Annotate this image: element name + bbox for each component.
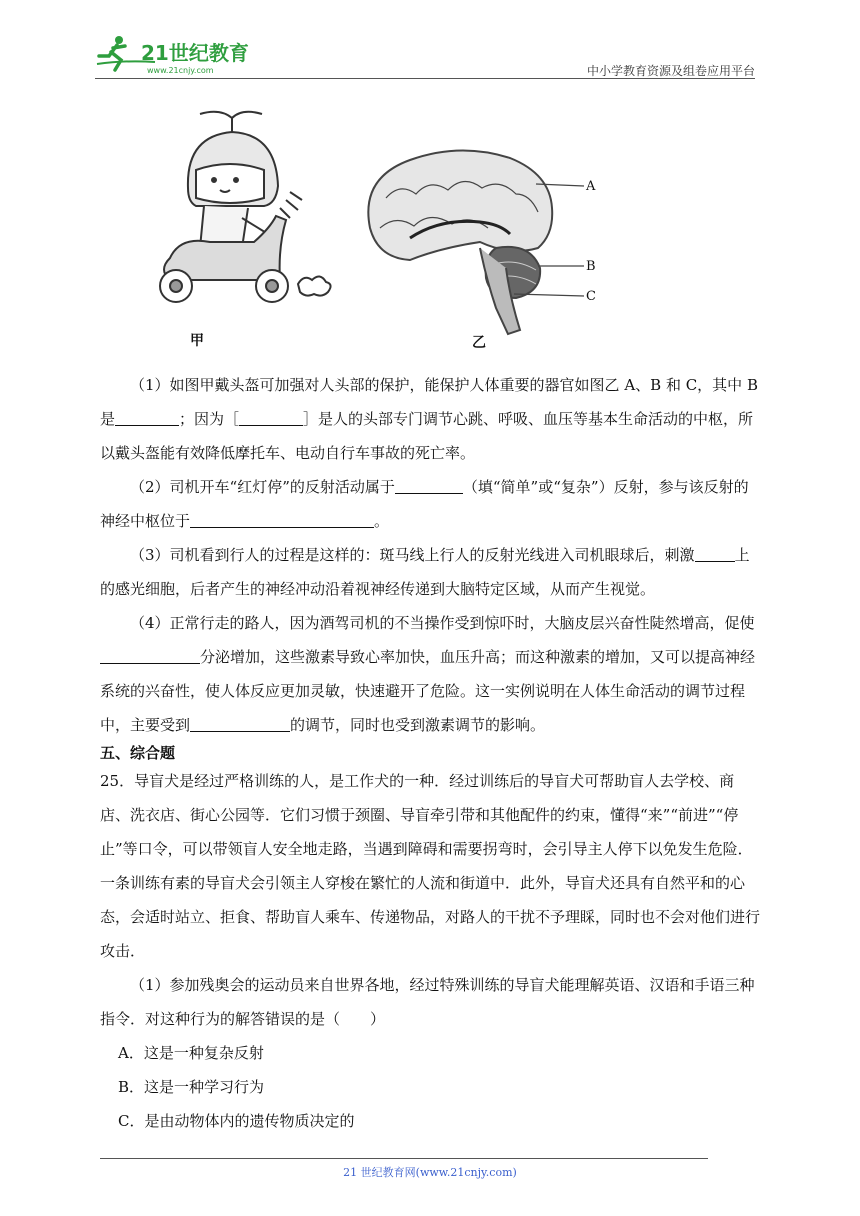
question-1-text-a: （1）如图甲戴头盔可加强对人头部的保护，能保护人体重要的器官如图乙 A、B 和 C，其中 B 是	[100, 376, 758, 428]
answer-blank[interactable]	[190, 507, 374, 528]
answer-blank[interactable]	[239, 405, 303, 426]
figures-area	[120, 108, 600, 358]
logo-text: 21世纪教育	[141, 41, 249, 65]
brain-label-a: A	[586, 179, 596, 194]
question-4-text-c: 的调节，同时也受到激素调节的影响。	[290, 716, 546, 734]
option-a[interactable]: A．这是一种复杂反射	[118, 1044, 264, 1062]
footer-link[interactable]: 21 世纪教育网(www.21cnjy.com)	[343, 1166, 517, 1179]
logo-url-text: www.21cnjy.com	[147, 66, 214, 75]
question-4	[100, 606, 760, 742]
figure-label-jia: 甲	[190, 333, 204, 349]
question-1-text-c: ］是人的头部专门调节心跳、呼吸、血压等基本生命活动的中枢，所以戴头盔能有效降低摩托车、电动自行车事故的死亡率。	[100, 410, 754, 462]
question-2	[100, 470, 760, 538]
question-2-text-c: 。	[374, 512, 390, 530]
answer-blank[interactable]	[695, 541, 735, 562]
question-2-text-b: （填“简单”或“复杂”）反射，参与该反射的神经中枢位于	[100, 478, 749, 530]
question-25-sub-1: （1）参加残奥会的运动员来自世界各地，经过特殊训练的导盲犬能理解英语、汉语和手语三种指令．对这种行为的解答错误的是（ ）	[100, 976, 755, 1028]
question-3-text-b: 上的感光细胞，后者产生的神经冲动沿着视神经传递到大脑特定区域，从而产生视觉。	[100, 546, 750, 598]
answer-blank[interactable]	[395, 473, 463, 494]
option-c[interactable]: C．是由动物体内的遗传物质决定的	[118, 1112, 355, 1130]
question-content	[100, 368, 760, 1138]
question-1	[100, 368, 760, 470]
site-logo	[95, 34, 265, 76]
brain-label-c: C	[586, 289, 596, 304]
question-25-passage: 25．导盲犬是经过严格训练的人，是工作犬的一种．经过训练后的导盲犬可帮助盲人去学校、商店、洗衣店、街心公园等．它们习惯于颈圈、导盲牵引带和其他配件的约束，懂得“来”“前进”“停止”等口令，可以带领盲人安全地走路，当遇到障碍和需要拐弯时，会引导主人停下以免发生危险．一条训练有素的导盲犬会引领主人穿梭在繁忙的人流和街道中．此外，导盲犬还具有自然平和的心态，会适时站立、拒食、帮助盲人乘车、传递物品，对路人的干扰不予理睬，同时也不会对他们进行攻击．	[100, 772, 761, 960]
question-4-text-b: 分泌增加，这些激素导致心率加快，血压升高；而这种激素的增加，又可以提高神经系统的兴奋性，使人体反应更加灵敏，快速避开了危险。这一实例说明在人体生命活动的调节过程中，主要受到	[100, 648, 756, 734]
brain-label-b: B	[586, 259, 596, 274]
option-b[interactable]: B．这是一种学习行为	[118, 1078, 265, 1096]
question-2-text-a: （2）司机开车“红灯停”的反射活动属于	[130, 478, 395, 496]
header-platform-title: 中小学教育资源及组卷应用平台	[586, 64, 755, 78]
answer-blank[interactable]	[115, 405, 179, 426]
question-3-text-a: （3）司机看到行人的过程是这样的：斑马线上行人的反射光线进入司机眼球后，刺激	[130, 546, 695, 564]
section-title: 五、综合题	[100, 744, 176, 762]
question-1-text-b: ；因为［	[179, 410, 240, 428]
page-header	[95, 30, 755, 80]
footer-divider	[100, 1158, 708, 1159]
figure-label-yi: 乙	[472, 335, 486, 351]
header-divider	[95, 78, 755, 79]
answer-blank[interactable]	[190, 711, 290, 732]
scooter-child-illustration	[130, 108, 340, 308]
answer-blank[interactable]	[100, 643, 200, 664]
question-3	[100, 538, 760, 606]
brain-diagram	[360, 138, 600, 338]
question-4-text-a: （4）正常行走的路人，因为酒驾司机的不当操作受到惊吓时，大脑皮层兴奋性陡然增高，促使	[130, 614, 755, 632]
